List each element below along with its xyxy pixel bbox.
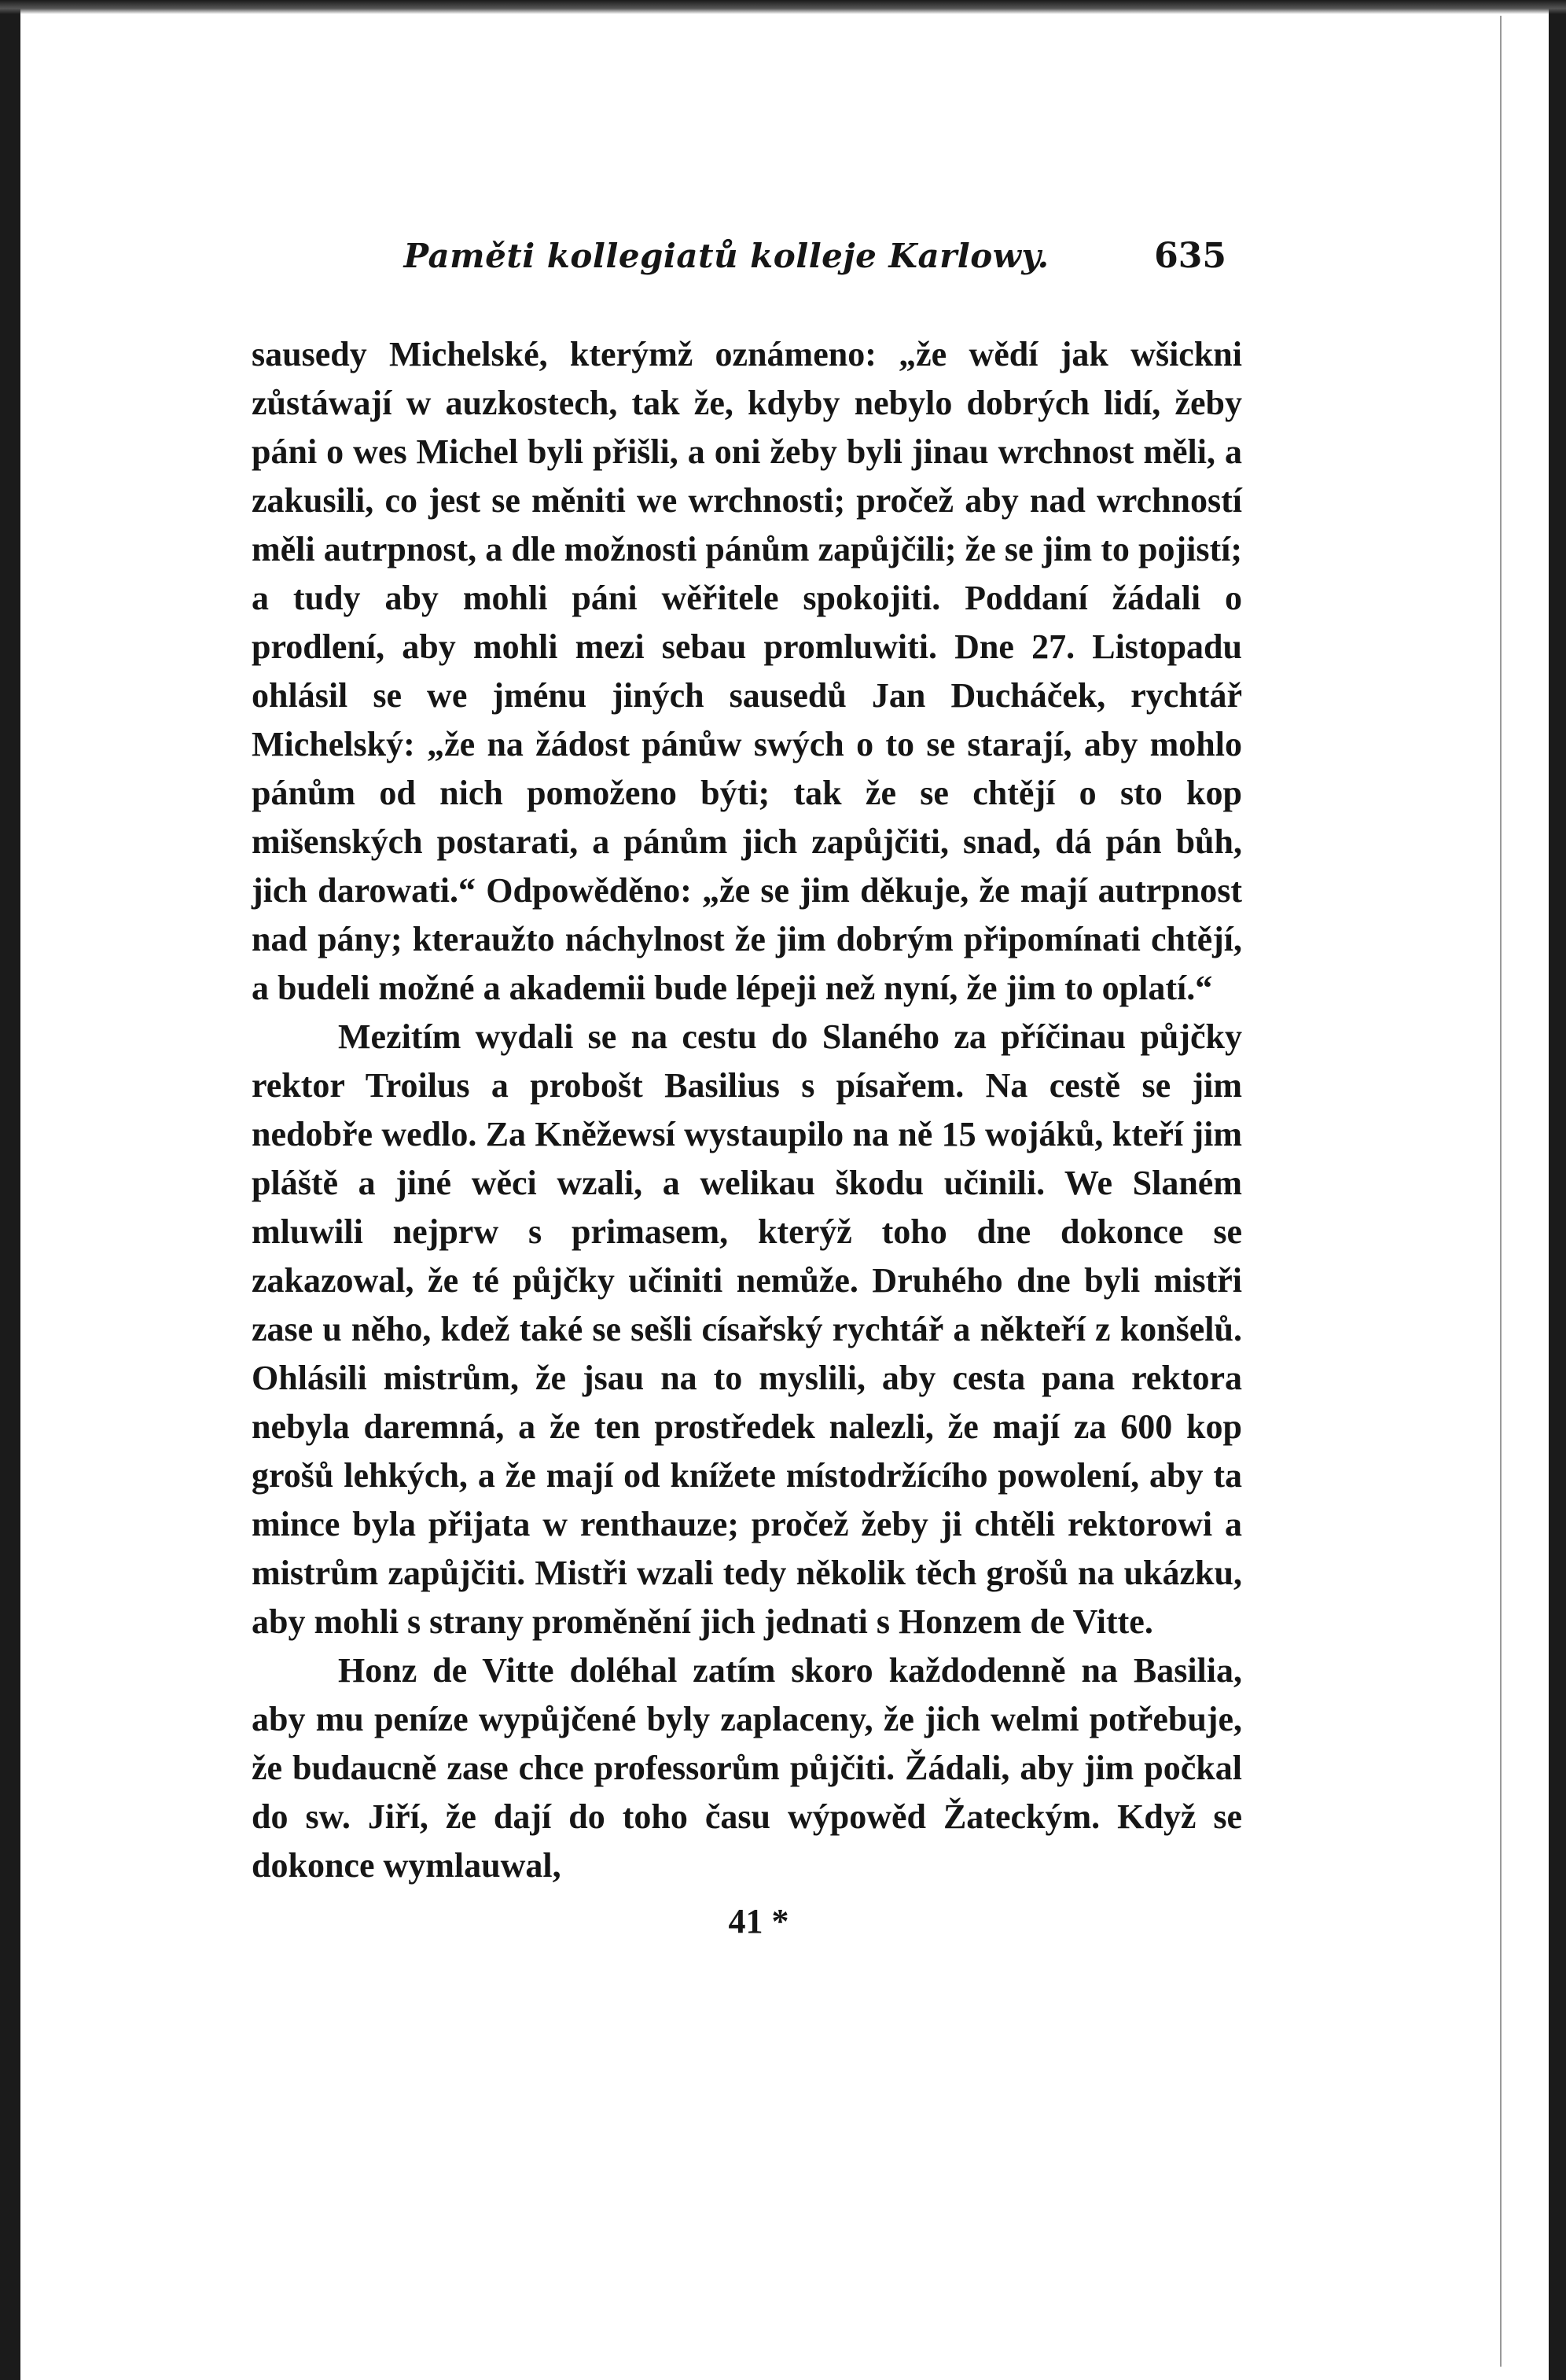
running-head (252, 236, 1242, 299)
scan-border-top (0, 0, 1566, 14)
paragraph-3: Honz de Vitte doléhal zatím skoro každodenně na Basilia, aby mu peníze wypůjčené byly zaplaceny, že jich welmi potřebuje, že budaucně zase chce professorům půjčiti. Žádali, aby jim počkal do sw. Jiří, že dají do toho času wýpowěd Žateckým. Když se dokonce wymlauwal, (252, 1651, 1242, 1885)
scan-border-right (1549, 0, 1566, 2380)
paragraph-1: sausedy Michelské, kterýmž oznámeno: „že wědí jak wšickni zůstáwají w auzkostech, tak že, kdyby nebylo dobrých lidí, žeby páni o wes Michel byli přišli, a oni žeby byli jinau wrchnost měli, a zakusili, co jest se měniti we wrchnosti; pročež aby nad wrchností měli autrpnost, a dle možnosti pánům zapůjčili; že se jim to pojistí; a tudy aby mohli páni wěřitele spokojiti. Poddaní žádali o prodlení, aby mohli mezi sebau promluwiti. Dne 27. Listopadu ohlásil se we jménu jiných sausedů Jan Ducháček, rychtář Michelský: „že na žádost pánůw swých o to se starají, aby mohlo pánům od nich pomoženo býti; tak že se chtějí o sto kop mišenských postarati, a pánům jich zapůjčiti, snad, dá pán bůh, jich darowati.“ Odpowěděno: „že se jim děkuje, že mají autrpnost nad pány; kteraužto náchylnost že jim dobrým připomínati chtějí, a budeli možné a akademii bude lépeji než nyní, že jim to oplatí.“ (252, 335, 1242, 1007)
paragraph-2: Mezitím wydali se na cestu do Slaného za příčinau půjčky rektor Troilus a probošt Basilius s písařem. Na cestě se jim nedobře wedlo. Za Kněžewsí wystaupilo na ně 15 wojáků, kteří jim pláště a jiné wěci wzali, a welikau škodu učinili. We Slaném mluwili nejprw s primasem, kterýž toho dne dokonce se zakazowal, že té půjčky učiniti nemůže. Druhého dne byli mistři zase u něho, kdež také se sešli císařský rychtář a někteří z konšelů. Ohlásili mistrům, že jsau na to myslili, aby cesta pana rektora nebyla daremná, a že ten prostředek nalezli, že mají za 600 kop grošů lehkých, a že mají od knížete místodržícího powolení, aby ta mince byla přijata w renthauze; pročež žeby ji chtěli rektorowi a mistrům zapůjčiti. Mistři wzali tedy několik těch grošů na ukázku, aby mohli s strany proměnění jich jednati s Honzem de Vitte. (252, 1017, 1242, 1641)
signature-mark: 41 * (728, 1902, 789, 1940)
running-title: Paměti kollegiatů kolleje Karlowy. (403, 237, 1050, 275)
book-page (252, 236, 1242, 1941)
scan-gutter-line (1500, 16, 1502, 2367)
scan-border-left (0, 0, 20, 2380)
page-number: 635 (1154, 236, 1226, 276)
